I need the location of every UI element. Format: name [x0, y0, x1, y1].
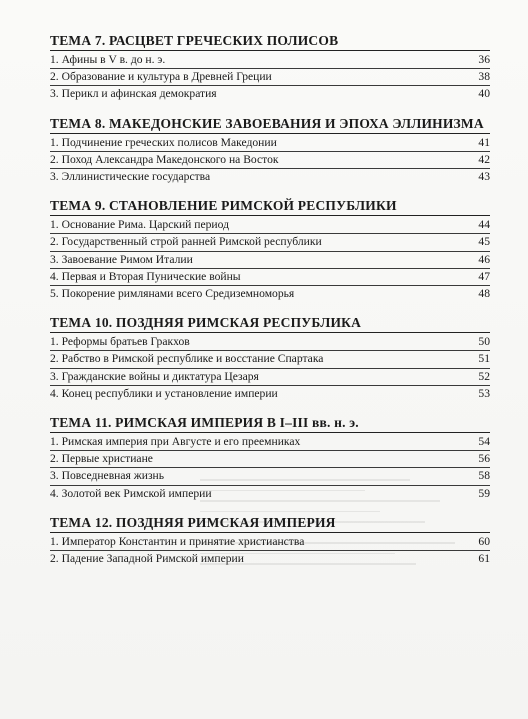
entry-label: 2. Образование и культура в Древней Греции — [50, 70, 272, 84]
toc-entry — [50, 69, 490, 86]
page-number: 59 — [478, 486, 490, 500]
entry-label: 5. Покорение римлянами всего Средиземноморья — [50, 287, 295, 301]
entry-label: 1. Римская империя при Августе и его преемниках — [50, 435, 301, 449]
entry-label: 3. Перикл и афинская демократия — [50, 87, 217, 101]
section-title: ТЕМА 8. МАКЕДОНСКИЕ ЗАВОЕВАНИЯ И ЭПОХА ЭЛЛИНИЗМА — [50, 115, 490, 134]
toc-entry — [50, 286, 490, 302]
entry-label: 3. Гражданские войны и диктатура Цезаря — [50, 369, 259, 383]
entry-label: 3. Повседневная жизнь — [50, 469, 165, 483]
toc-entry — [50, 351, 490, 368]
toc-section — [50, 197, 490, 302]
page-number: 60 — [478, 534, 490, 548]
entry-label: 1. Реформы братьев Гракхов — [50, 335, 190, 349]
toc-entry — [50, 534, 490, 551]
entry-label: 3. Эллинистические государства — [50, 170, 211, 184]
toc-entry — [50, 234, 490, 251]
page-number: 54 — [478, 435, 490, 449]
page-number: 43 — [478, 170, 490, 184]
page-number: 50 — [478, 335, 490, 349]
entry-label: 1. Афины в V в. до н. э. — [50, 53, 166, 66]
entry-label: 2. Падение Западной Римской империи — [50, 552, 244, 566]
page-number: 40 — [478, 87, 490, 101]
page-number: 58 — [478, 469, 490, 483]
page-number: 46 — [478, 252, 490, 266]
section-title: ТЕМА 9. СТАНОВЛЕНИЕ РИМСКОЙ РЕСПУБЛИКИ — [50, 197, 490, 216]
toc-entry — [50, 451, 490, 468]
toc-entry — [50, 252, 490, 269]
page-number: 44 — [478, 218, 490, 232]
page-number: 51 — [478, 352, 490, 366]
page-number: 53 — [478, 386, 490, 400]
entry-label: 1. Основание Рима. Царский период — [50, 218, 230, 232]
page-number: 48 — [478, 287, 490, 301]
entry-label: 4. Первая и Вторая Пунические войны — [50, 269, 241, 283]
toc-entry — [50, 369, 490, 386]
entry-label: 2. Рабство в Римской республике и восстание Спартака — [50, 352, 324, 366]
toc-entry — [50, 468, 490, 485]
entry-label: 2. Поход Александра Македонского на Восток — [50, 152, 279, 166]
toc-section — [50, 32, 490, 103]
toc-entry — [50, 152, 490, 169]
toc-entry — [50, 551, 490, 567]
section-title: ТЕМА 7. РАСЦВЕТ ГРЕЧЕСКИХ ПОЛИСОВ — [50, 32, 490, 51]
toc-entry — [50, 135, 490, 152]
toc-section — [50, 115, 490, 186]
entry-label: 1. Подчинение греческих полисов Македонии — [50, 135, 277, 149]
toc-section — [50, 314, 490, 402]
toc-entry — [50, 386, 490, 402]
page-number: 41 — [478, 135, 490, 149]
entry-label: 1. Император Константин и принятие христианства — [50, 534, 305, 548]
entry-label: 3. Завоевание Римом Италии — [50, 252, 193, 266]
toc-entry — [50, 217, 490, 234]
toc-entry — [50, 52, 490, 69]
page-number: 56 — [478, 452, 490, 466]
toc-entry — [50, 486, 490, 502]
toc-entry — [50, 86, 490, 102]
entry-label: 2. Первые христиане — [50, 452, 153, 466]
entry-label: 4. Золотой век Римской империи — [50, 486, 212, 500]
section-title: ТЕМА 10. ПОЗДНЯЯ РИМСКАЯ РЕСПУБЛИКА — [50, 314, 490, 333]
page-number: 61 — [478, 552, 490, 566]
section-title: ТЕМА 12. ПОЗДНЯЯ РИМСКАЯ ИМПЕРИЯ — [50, 514, 490, 533]
toc-section — [50, 514, 490, 567]
toc-entry — [50, 169, 490, 185]
page-number: 36 — [478, 53, 490, 66]
page-number: 38 — [478, 70, 490, 84]
toc-section — [50, 414, 490, 502]
section-title: ТЕМА 11. РИМСКАЯ ИМПЕРИЯ В I–III вв. н. э. — [50, 414, 490, 433]
entry-label: 4. Конец республики и установление империи — [50, 386, 278, 400]
entry-label: 2. Государственный строй ранней Римской республики — [50, 235, 322, 249]
toc-entry — [50, 334, 490, 351]
page-number: 45 — [478, 235, 490, 249]
table-of-contents — [50, 32, 490, 579]
page-number: 42 — [478, 152, 490, 166]
toc-entry — [50, 269, 490, 286]
toc-entry — [50, 434, 490, 451]
page-number: 47 — [478, 269, 490, 283]
page-number: 52 — [478, 369, 490, 383]
